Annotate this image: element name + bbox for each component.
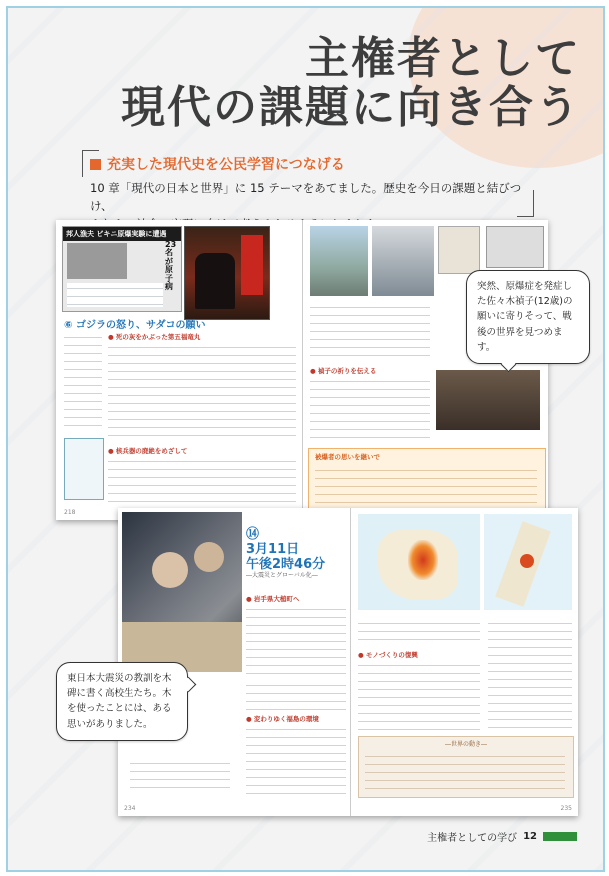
building-photo	[372, 226, 434, 296]
comic-image	[486, 226, 544, 268]
page-title	[121, 34, 581, 133]
footer-page-number: 12	[523, 831, 537, 842]
subheading-4: ● モノづくりの復興	[358, 651, 418, 659]
map-image-1	[358, 514, 480, 610]
page-number-left: 234	[124, 805, 136, 812]
subheading-1: ● 死の灰をかぶった第五福竜丸	[108, 333, 201, 341]
world-box-text	[365, 751, 565, 791]
map-marker	[520, 554, 534, 568]
person-face	[194, 542, 224, 572]
contamination-area	[408, 540, 438, 580]
theme-subtitle: ―大震災とグローバル化―	[246, 571, 318, 579]
callout-text-top: 突然、原爆症を発症した佐々木禎子(12歳)の願いに寄りそって、戦後の世界を見つめます。	[477, 281, 573, 353]
newspaper-text	[67, 283, 163, 307]
subheading-3: ● 核兵器の廃絶をめざして	[108, 447, 188, 455]
subheading-1: ● 岩手県大槌町へ	[246, 595, 300, 603]
memorial-photo	[310, 226, 368, 296]
body-text-3	[108, 456, 296, 506]
callout-text-bottom: 東日本大震災の教訓を木碑に書く高校生たち。木を使ったことには、ある思いがありました。	[67, 673, 172, 730]
callout-bubble-bottom	[56, 662, 188, 741]
subheading-3: ● 変わりゆく福島の環境	[246, 715, 319, 723]
highlight-box	[308, 448, 546, 510]
crowd-photo	[436, 370, 540, 430]
map-image-2	[484, 514, 572, 610]
textbook-spread-top	[56, 220, 548, 520]
timeline-column	[64, 332, 102, 432]
body-text-right-1	[310, 302, 430, 362]
gutter	[302, 220, 303, 520]
page-number-left: 218	[64, 509, 76, 516]
bracket-decor	[517, 190, 534, 217]
body-text-right	[358, 660, 480, 730]
callout-bubble-top	[466, 270, 590, 364]
poster-title-block	[241, 235, 263, 295]
newspaper-side-headline: 23名が原子病	[165, 240, 177, 291]
person-face	[152, 552, 188, 588]
page-frame	[6, 6, 605, 872]
title-line-1: 主権者として	[305, 33, 581, 84]
highlight-text	[315, 465, 537, 503]
page-footer	[427, 829, 577, 844]
body-text-2	[246, 680, 346, 710]
lead-line-1: 10 章「現代の日本と世界」に 15 テーマをあてました。歴史を今日の課題と結びつけ、	[90, 181, 522, 213]
body-text-1	[246, 604, 346, 674]
world-box-title: ―世界の動き―	[444, 741, 487, 748]
section-heading: ⑥ ゴジラの怒り、サダコの願い	[64, 320, 206, 331]
movie-poster-image	[184, 226, 270, 320]
world-box	[358, 736, 574, 798]
body-text-3	[246, 724, 346, 800]
highlight-heading: 被爆者の思いを継いで	[315, 453, 380, 461]
theme-date: 3月11日	[246, 541, 300, 557]
textbook-spread-bottom	[118, 508, 578, 816]
lead-heading	[90, 154, 530, 174]
theme-time: 午後2時46分	[246, 556, 326, 572]
theme-title	[246, 528, 325, 580]
newspaper-headline: 邦人漁夫 ビキニ原爆実験に遭遇	[63, 227, 181, 241]
portrait-photo	[438, 226, 480, 274]
students-photo	[122, 512, 242, 672]
subheading-2: ● 禎子の祈りを伝える	[310, 367, 377, 375]
newspaper-image	[62, 226, 182, 312]
lead-heading-text: 充実した現代史を公民学習につなげる	[107, 157, 345, 173]
theme-number: ⑭	[246, 527, 260, 542]
body-text-1	[108, 342, 296, 442]
footer-label: 主権者としての学び	[427, 833, 518, 844]
gutter	[350, 508, 351, 816]
monster-silhouette	[195, 253, 235, 309]
map-caption	[358, 618, 480, 646]
caption-text	[130, 758, 230, 794]
bracket-decor	[82, 150, 99, 177]
newspaper-photo	[67, 243, 127, 279]
title-line-2: 現代の課題に向き合う	[121, 82, 581, 134]
sidebar-box	[64, 438, 104, 500]
body-text-right-2	[310, 376, 430, 442]
footer-color-bar	[543, 832, 577, 841]
legend-text	[488, 618, 572, 728]
page-number-right: 235	[560, 805, 572, 812]
